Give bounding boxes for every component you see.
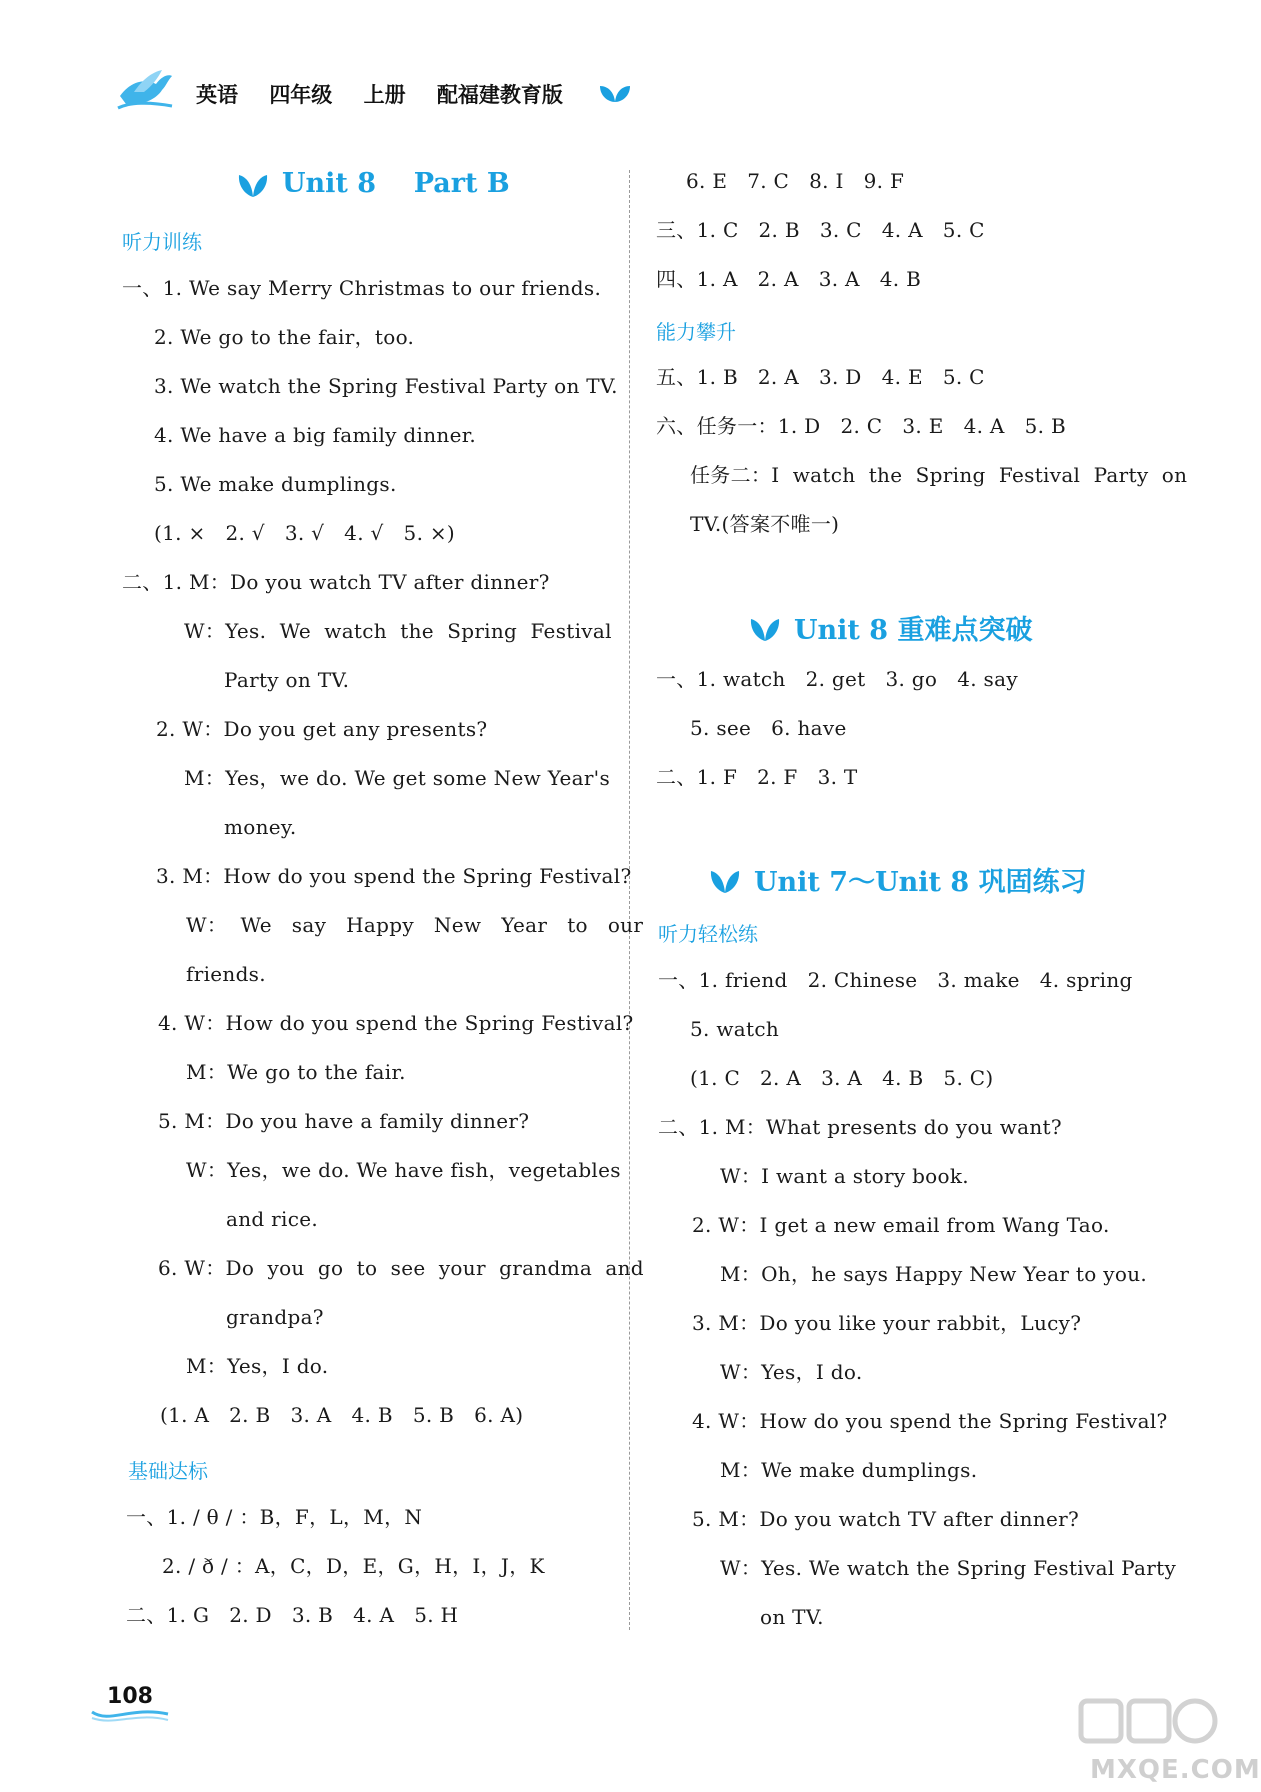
answer-line: M：Yes，we do. We get some New Year's [184,766,611,790]
answer-line: 6. E 7. C 8. I 9. F [686,169,905,193]
answer-line: Party on TV. [224,668,350,692]
answer-line: M：Yes，I do. [186,1354,329,1378]
answer-line: 4. We have a big family dinner. [154,423,477,447]
leaf-icon [708,865,742,895]
answer-line: and rice. [226,1207,319,1231]
answer-line: 3. M：How do you spend the Spring Festival? [156,864,632,888]
watermark-text: MXQE.COM [1090,1755,1261,1785]
header-grade: 四年级 [269,83,333,107]
answer-line: 2. / ð / ：A，C，D，E，G，H，I，J，K [162,1554,545,1578]
answer-line: 3. We watch the Spring Festival Party on TV. [154,374,618,398]
section-title-unit7-8-review: Unit 7～Unit 8 巩固练习 [708,860,1087,899]
answer-line: 二、1. M：What presents do you want? [658,1115,1062,1139]
section-title-unit8-partb: Unit 8 Part B [236,168,510,199]
answer-line: 4. W：How do you spend the Spring Festival? [692,1409,1168,1433]
answer-line: 3. M：Do you like your rabbit，Lucy? [692,1311,1082,1335]
subhead-improvement: 能力攀升 [656,320,736,344]
bird-logo-icon [116,66,174,112]
subhead-easy-listening: 听力轻松练 [658,922,758,946]
answer-line: friends. [186,962,266,986]
answer-line: 2. W：I get a new email from Wang Tao. [692,1213,1110,1237]
answer-line: 二、1. G 2. D 3. B 4. A 5. H [126,1603,459,1627]
answer-line: 5. M：Do you watch TV after dinner? [692,1507,1079,1531]
answer-line: 一、1. watch 2. get 3. go 4. say [656,667,1018,691]
answer-line: 四、1. A 2. A 3. A 4. B [656,267,922,291]
answer-line: (1. C 2. A 3. A 4. B 5. C) [690,1066,994,1090]
answer-line: M：We go to the fair. [186,1060,406,1084]
answer-line: 五、1. B 2. A 3. D 4. E 5. C [656,365,985,389]
answer-line: 六、任务一：1. D 2. C 3. E 4. A 5. B [656,414,1066,438]
answer-line: M：We make dumplings. [720,1458,978,1482]
answer-line: M：Oh，he says Happy New Year to you. [720,1262,1148,1286]
answer-line: W：Yes. We watch the Spring Festival Party [720,1556,1177,1580]
answer-line: W：Yes，we do. We have fish，vegetables [186,1158,621,1182]
header-subject: 英语 [196,83,238,107]
answer-line: 5. We make dumplings. [154,472,397,496]
answer-line: 一、1. friend 2. Chinese 3. make 4. spring [658,968,1133,992]
answer-line: W： We say Happy New Year to our [186,913,644,937]
answer-line: 2. W：Do you get any presents? [156,717,488,741]
answer-line: 二、1. M：Do you watch TV after dinner? [122,570,550,594]
answer-line: W：Yes，I do. [720,1360,863,1384]
section-title-unit8-key-points: Unit 8 重难点突破 [748,608,1033,647]
answer-line: 任务二：I watch the Spring Festival Party on [690,463,1188,487]
header-edition: 配福建教育版 [436,83,563,107]
answer-line: (1. × 2. √ 3. √ 4. √ 5. ×) [154,521,456,545]
answer-line: 5. see 6. have [690,716,847,740]
answer-line: money. [224,815,297,839]
answer-line: grandpa? [226,1305,324,1329]
answer-line: 二、1. F 2. F 3. T [656,765,858,789]
answer-line: 一、1. We say Merry Christmas to our friends. [122,276,602,300]
answer-line: TV.(答案不唯一) [690,512,840,536]
answer-line: 4. W：How do you spend the Spring Festival? [158,1011,634,1035]
answer-line: 6. W：Do you go to see your grandma and [158,1256,644,1280]
column-divider [629,170,630,1630]
answer-line: 三、1. C 2. B 3. C 4. A 5. C [656,218,985,242]
answer-line: 一、1. / θ / ：B，F，L，M，N [126,1505,423,1529]
answer-line: 5. watch [690,1017,780,1041]
answer-line: 5. M：Do you have a family dinner? [158,1109,530,1133]
answer-line: on TV. [760,1605,824,1629]
answer-line: 2. We go to the fair，too. [154,325,415,349]
leaf-icon [598,82,632,104]
page-number: 108 [94,1680,166,1722]
subhead-basics: 基础达标 [128,1459,208,1483]
subhead-listening: 听力训练 [122,230,202,254]
answer-line: W：Yes. We watch the Spring Festival [184,619,612,643]
header-volume: 上册 [363,83,406,107]
leaf-icon [748,613,782,643]
answer-line: (1. A 2. B 3. A 4. B 5. B 6. A) [160,1403,524,1427]
answer-line: W：I want a story book. [720,1164,969,1188]
leaf-icon [236,169,270,199]
